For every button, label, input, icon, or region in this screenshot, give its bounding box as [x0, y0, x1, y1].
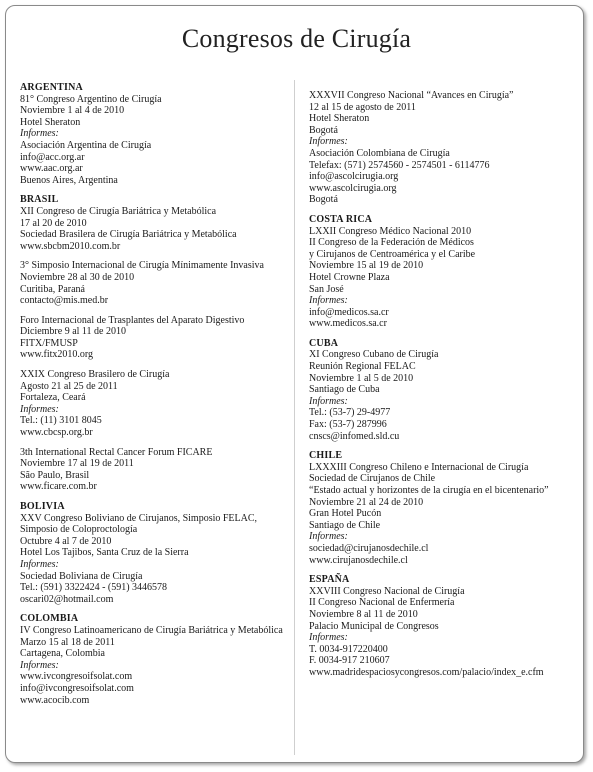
entry-line: www.sbcbm2010.com.br [20, 240, 121, 252]
entry-line: Hotel Sheraton [309, 113, 370, 125]
entry-line: info@ivcongresoifsolat.com [20, 682, 134, 694]
entry-line: www.ficare.com.br [20, 481, 97, 493]
entry-line: T. 0034-917220400 [309, 643, 388, 655]
entry-line: info@acc.org.ar [20, 151, 85, 163]
informes-label: Informes: [309, 531, 348, 543]
entry-line: Buenos Aires, Argentina [20, 174, 118, 186]
entry-line: Octubre 4 al 7 de 2010 [20, 535, 112, 547]
country-heading: BOLIVIA [20, 501, 65, 512]
entry-line: Santiago de Chile [309, 519, 381, 531]
entry-line: 12 al 15 de agosto de 2011 [309, 101, 416, 113]
entry-line: Santiago de Cuba [309, 384, 380, 396]
entry-line: Bogotá [309, 194, 338, 206]
entry-line: www.fitx2010.org [20, 349, 94, 361]
entry-line: Noviembre 17 al 19 de 2011 [20, 458, 134, 470]
congress-entry [20, 94, 288, 187]
entry-line: www.ivcongresoifsolat.com [20, 671, 133, 683]
informes-label: Informes: [309, 395, 348, 407]
entry-line: www.cbcsp.org.br [20, 427, 93, 439]
entry-line: Cartagena, Colombia [20, 648, 105, 660]
entry-line: 17 al 20 de 2010 [20, 217, 87, 229]
entry-line: IV Congreso Latinoamericano de Cirugía Bariátrica y Metabólica [20, 624, 283, 636]
entry-line: Noviembre 28 al 30 de 2010 [20, 271, 135, 283]
entry-line: Fortaleza, Ceará [20, 392, 86, 404]
informes-label: Informes: [20, 403, 59, 415]
entry-line: Asociación Argentina de Cirugía [20, 139, 152, 151]
entry-line: LXXXIII Congreso Chileno e Internacional de Cirugía [309, 461, 529, 473]
entry-line: Foro Internacional de Trasplantes del Aparato Digestivo [20, 314, 245, 326]
entry-line: contacto@mis.med.br [20, 295, 109, 307]
entry-line: Simposio de Coloproctología [20, 524, 138, 536]
informes-label: Informes: [309, 136, 348, 148]
entry-line: Bogotá [309, 124, 338, 136]
entry-line: Asociación Colombiana de Cirugía [309, 147, 450, 159]
informes-label: Informes: [20, 558, 59, 570]
entry-line: www.acocib.com [20, 694, 90, 706]
entry-line: www.medicos.sa.cr [309, 318, 387, 330]
informes-label: Informes: [309, 632, 348, 644]
congress-entry [309, 226, 577, 330]
entry-line: XI Congreso Cubano de Cirugía [309, 349, 439, 361]
entry-line: Noviembre 1 al 5 de 2010 [309, 372, 414, 384]
entry-line: F. 0034-917 210607 [309, 655, 390, 667]
entry-line: XII Congreso de Cirugía Bariátrica y Metabólica [20, 205, 217, 217]
entry-line: y Cirujanos de Centroamérica y el Caribe [309, 248, 476, 260]
entry-line: Agosto 21 al 25 de 2011 [20, 380, 118, 392]
entry-line: Sociedad de Cirujanos de Chile [309, 473, 436, 485]
entry-line: XXV Congreso Boliviano de Cirujanos, Simposio FELAC, [20, 512, 258, 524]
entry-line: XXVIII Congreso Nacional de Cirugía [309, 585, 465, 597]
entry-line: www.madridespaciosycongresos.com/palacio/index_e.cfm [309, 666, 544, 678]
entry-line: Gran Hotel Pucón [309, 508, 382, 520]
left-column [20, 82, 288, 706]
entry-line: San José [309, 283, 344, 295]
column-divider [294, 80, 295, 755]
informes-label: Informes: [20, 659, 59, 671]
entry-line: oscari02@hotmail.com [20, 593, 114, 605]
country-heading: COSTA RICA [309, 213, 373, 225]
entry-line: II Congreso de la Federación de Médicos [309, 237, 474, 249]
congress-entry [20, 447, 288, 493]
entry-line: Noviembre 1 al 4 de 2010 [20, 105, 125, 117]
entry-line: Curitiba, Paraná [20, 283, 85, 295]
entry-line: www.aac.org.ar [20, 163, 83, 175]
entry-line: cnscs@infomed.sld.cu [309, 430, 400, 442]
informes-label: Informes: [309, 295, 348, 307]
entry-line: Hotel Crowne Plaza [309, 271, 390, 283]
country-heading: CHILE [309, 450, 343, 462]
entry-line: LXXII Congreso Médico Nacional 2010 [309, 225, 472, 237]
entry-line: Telefax: (571) 2574560 - 2574501 - 6114776 [309, 159, 490, 171]
congress-entry [309, 586, 577, 679]
entry-line: Tel.: (11) 3101 8045 [20, 415, 102, 427]
entry-line: XXIX Congreso Brasilero de Cirugía [20, 369, 170, 381]
entry-line: Marzo 15 al 18 de 2011 [20, 636, 115, 648]
entry-line: 81° Congreso Argentino de Cirugía [20, 93, 162, 105]
entry-line: Sociedad Boliviana de Cirugía [20, 570, 143, 582]
entry-line: II Congreso Nacional de Enfermería [309, 597, 455, 609]
congress-entry [20, 625, 288, 706]
entry-line: Fax: (53-7) 287996 [309, 419, 387, 431]
country-heading: ARGENTINA [20, 82, 83, 93]
informes-label: Informes: [20, 128, 59, 140]
entry-line: “Estado actual y horizontes de la cirugía en el bicentenario” [309, 485, 549, 496]
congress-entry [309, 349, 577, 442]
entry-line: 3° Simposio Internacional de Cirugía Mínimamente Invasiva [20, 260, 264, 272]
entry-line: Hotel Sheraton [20, 116, 81, 128]
entry-line: Palacio Municipal de Congresos [309, 620, 439, 632]
entry-line: Tel.: (591) 3322424 - (591) 3446578 [20, 582, 168, 594]
country-heading: COLOMBIA [20, 613, 79, 625]
entry-line: Diciembre 9 al 11 de 2010 [20, 326, 126, 338]
congress-entry [20, 315, 288, 361]
entry-line: www.ascolcirugia.org [309, 182, 397, 194]
entry-line: sociedad@cirujanosdechile.cl [309, 542, 429, 554]
country-heading: ESPAÑA [309, 574, 350, 586]
entry-line: Noviembre 8 al 11 de 2010 [309, 608, 418, 620]
country-heading: CUBA [309, 337, 339, 349]
right-column [309, 82, 577, 679]
entry-line: FITX/FMUSP [20, 337, 78, 349]
entry-line: info@medicos.sa.cr [309, 306, 389, 318]
congress-entry [20, 369, 288, 439]
page-title: Congresos de Cirugía [181, 24, 412, 53]
congress-entry [20, 513, 288, 606]
congress-entry [309, 462, 577, 566]
entry-line: Noviembre 21 al 24 de 2010 [309, 496, 424, 508]
entry-line: Noviembre 15 al 19 de 2010 [309, 260, 424, 272]
entry-line: www.cirujanosdechile.cl [309, 554, 408, 566]
entry-line: info@ascolcirugia.org [309, 171, 399, 183]
entry-line: São Paulo, Brasil [20, 469, 90, 481]
congress-entry [20, 260, 288, 306]
entry-line: Reunión Regional FELAC [309, 361, 416, 373]
congress-entry [309, 90, 577, 206]
country-heading: BRASIL [20, 194, 59, 206]
congress-entry [20, 206, 288, 252]
entry-line: Tel.: (53-7) 29-4977 [309, 407, 391, 419]
entry-line: Sociedad Brasilera de Cirugía Bariátrica y Metabólica [20, 229, 237, 241]
entry-line: 3th International Rectal Cancer Forum FICARE [20, 446, 213, 458]
entry-line: Hotel Los Tajibos, Santa Cruz de la Sierra [20, 547, 189, 559]
entry-line: XXXVII Congreso Nacional “Avances en Cirugía” [309, 90, 514, 101]
